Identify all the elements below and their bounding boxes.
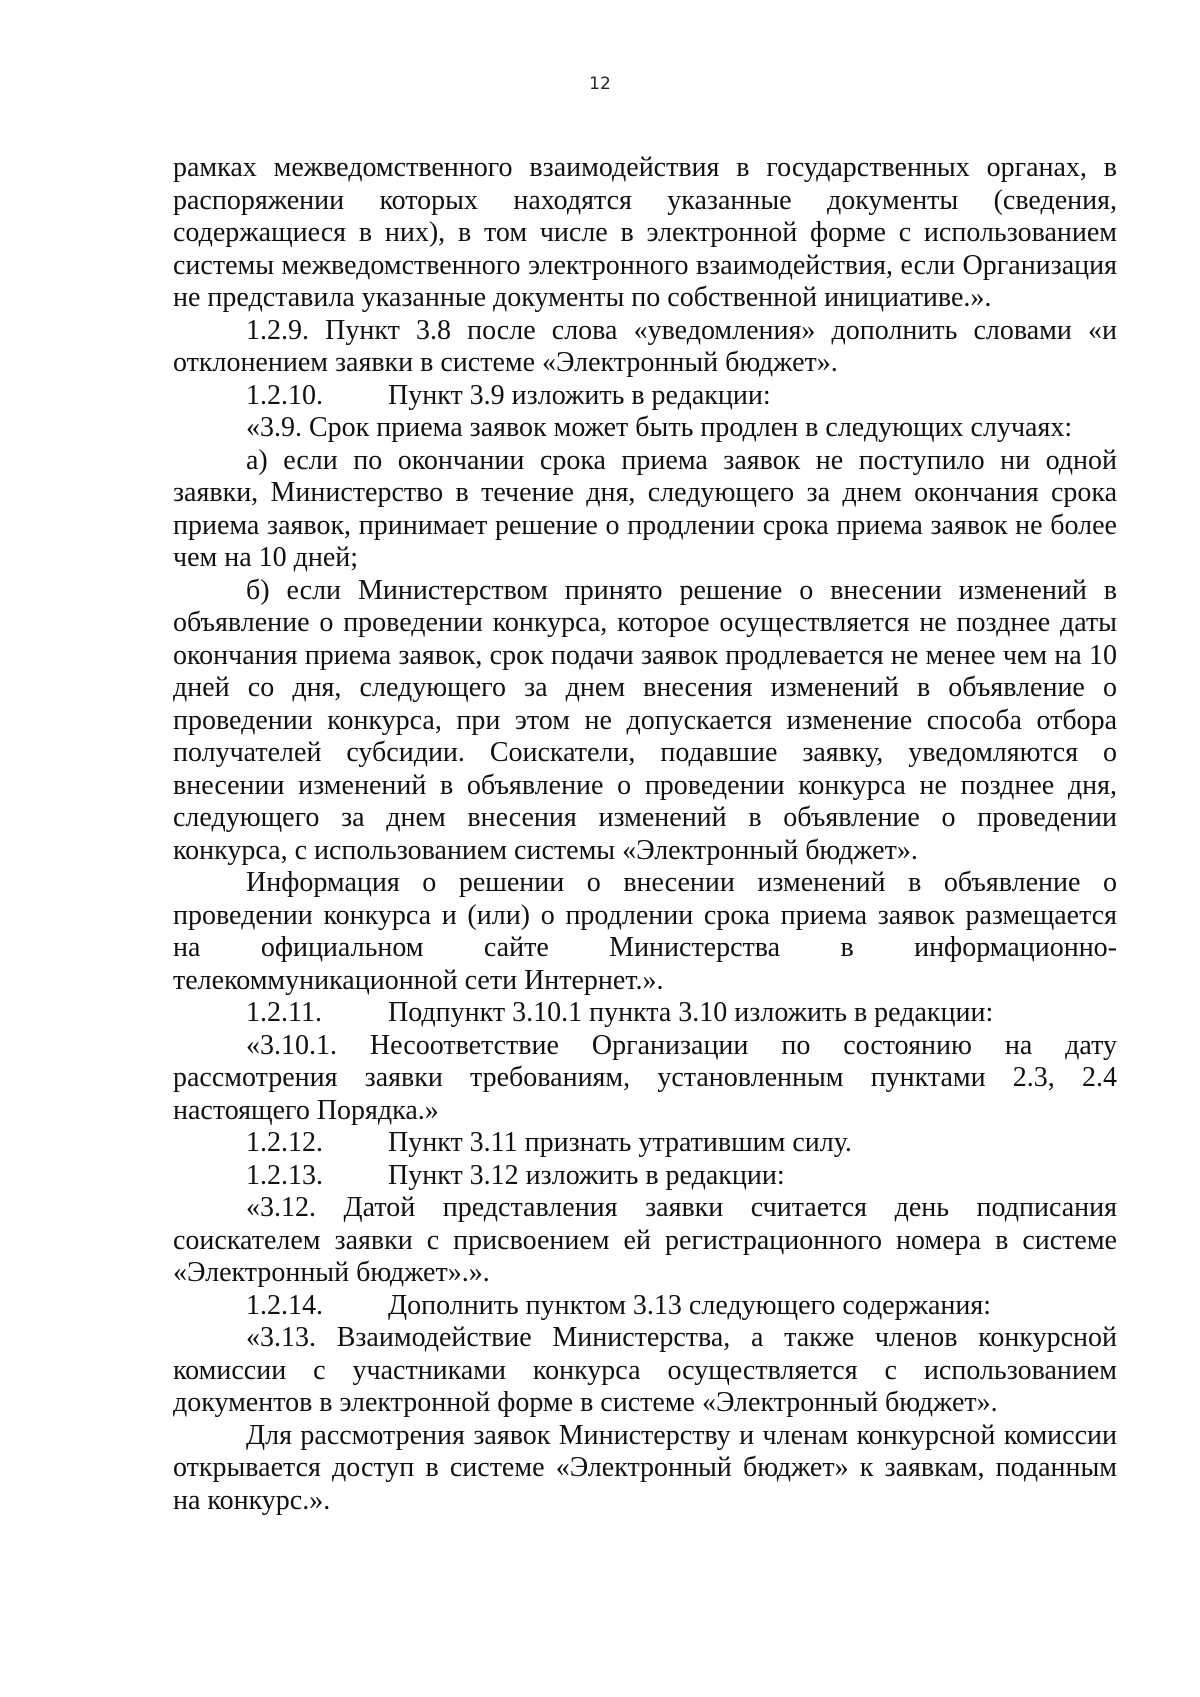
item-text: Дополнить пунктом 3.13 следующего содержания:: [388, 1289, 992, 1321]
item-text: Пункт 3.11 признать утратившим силу.: [388, 1127, 852, 1158]
item-number: 1.2.13.: [246, 1159, 323, 1191]
item-number: 1.2.14.: [246, 1289, 323, 1321]
paragraph: б) если Министерством принято решение о внесении изменений в объявление о проведении конкурса, которое осуществляется не позднее даты окончания приема заявок, срок подачи заявок продлевается не менее чем на 10 дней со дня, следующего за днем внесения изменений в объявление о проведении конкурса, при этом не допускается изменение способа отбора получателей субсидии. Соискатели, подавшие заявку, уведомляются о внесении изменений в объявление о проведении конкурса не позднее дня, следующего за днем внесения изменений в объявление о проведении конкурса, с использованием системы «Электронный бюджет».: [173, 574, 1117, 866]
paragraph: «3.12. Датой представления заявки считается день подписания соискателем заявки с присвоением ей регистрационного номера в системе «Электронный бюджет».».: [173, 1192, 1117, 1288]
numbered-item: [173, 1160, 1117, 1193]
item-text: Пункт 3.12 изложить в редакции:: [388, 1159, 785, 1191]
paragraph: Для рассмотрения заявок Министерству и членам конкурсной комиссии открывается доступ в системе «Электронный бюджет» к заявкам, поданным на конкурс.».: [173, 1419, 1117, 1516]
paragraph: «3.10.1. Несоответствие Организации по состоянию на дату рассмотрения заявки требованиям, установленным пунктами 2.3, 2.4 настоящего Порядка.»: [173, 1029, 1117, 1126]
paragraph: Информация о решении о внесении изменений в объявление о проведении конкурса и (или) о продлении срока приема заявок размещается на официальном сайте Министерства в информационно-телекоммуникационной сети Интернет.».: [173, 867, 1117, 996]
numbered-item: [173, 1127, 1117, 1160]
document-body: [173, 152, 1117, 1517]
numbered-item: [173, 1290, 1117, 1323]
item-number: 1.2.12.: [246, 1127, 323, 1158]
numbered-item: [173, 997, 1117, 1030]
numbered-item: [173, 380, 1117, 413]
item-number: 1.2.10.: [246, 379, 323, 411]
item-text: Пункт 3.9 изложить в редакции:: [388, 379, 771, 411]
item-number: 1.2.11.: [246, 997, 322, 1028]
paragraph: 1.2.9. Пункт 3.8 после слова «уведомления» дополнить словами «и отклонением заявки в системе «Электронный бюджет».: [173, 314, 1117, 378]
paragraph: рамках межведомственного взаимодействия в государственных органах, в распоряжении которых находятся указанные документы (сведения, содержащиеся в них), в том числе в электронной форме с использованием системы межведомственного электронного взаимодействия, если Организация не представила указанные документы по собственной инициативе.».: [173, 152, 1117, 313]
paragraph: «3.9. Срок приема заявок может быть продлен в следующих случаях:: [246, 412, 1073, 443]
page-number: 12: [589, 74, 611, 94]
paragraph: «3.13. Взаимодействие Министерства, а также членов конкурсной комиссии с участниками конкурса осуществляется с использованием документов в электронной форме в системе «Электронный бюджет».: [173, 1322, 1117, 1418]
item-text: Подпункт 3.10.1 пункта 3.10 изложить в редакции:: [388, 997, 994, 1028]
paragraph: а) если по окончании срока приема заявок не поступило ни одной заявки, Министерство в течение дня, следующего за днем окончания срока приема заявок, принимает решение о продлении срока приема заявок не более чем на 10 дней;: [173, 444, 1117, 573]
